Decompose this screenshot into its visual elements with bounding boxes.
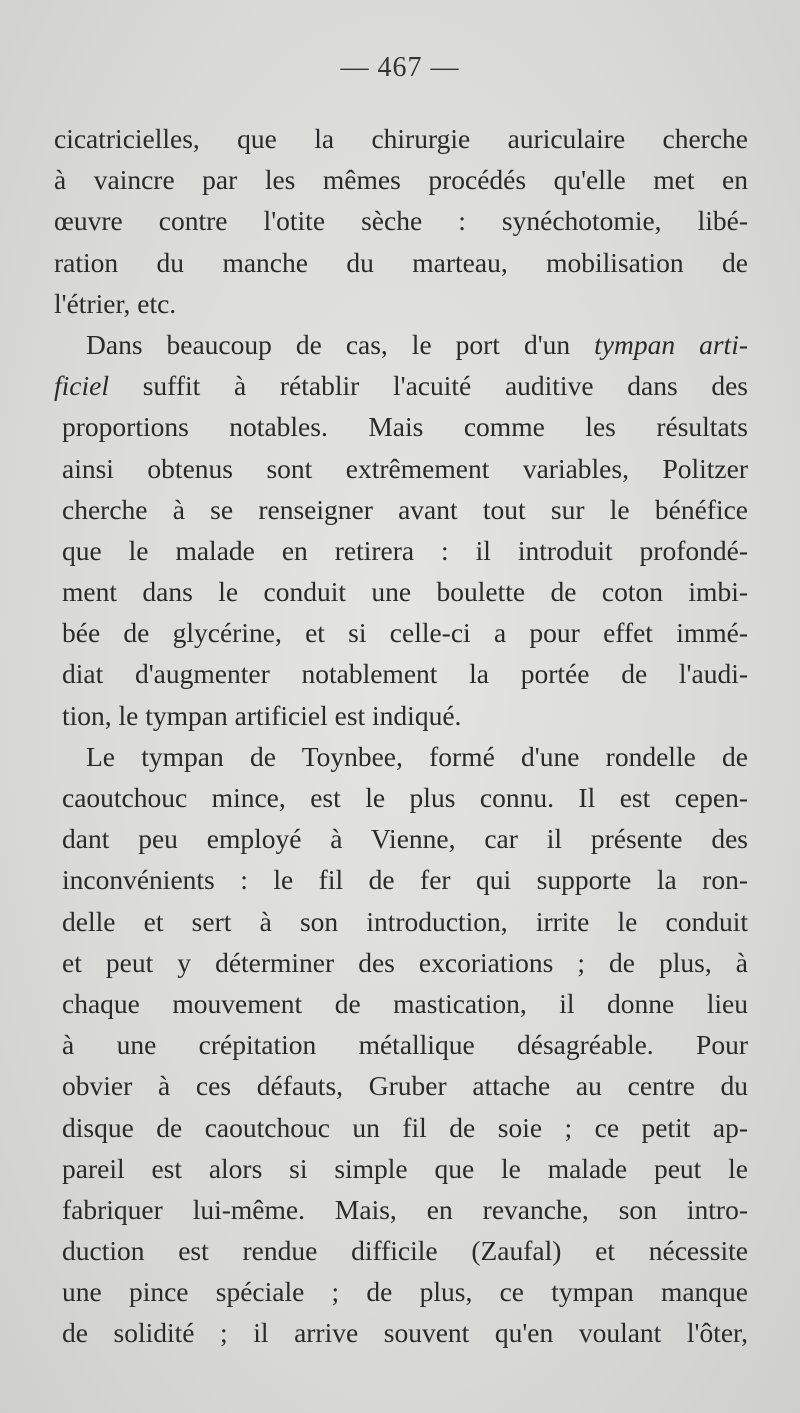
text-line: dant peu employé à Vienne, car il présente des [62,823,748,855]
text-line [54,365,748,406]
text-line: bée de glycérine, et si celle-ci a pour effet immé- [62,617,748,649]
text-line: cherche à se renseigner avant tout sur le bénéfice [62,493,748,525]
text-line: l'étrier, etc. [54,287,177,319]
text-segment: Dans beaucoup de cas, le port d'un [86,328,571,360]
text-line: Le tympan de Toynbee, formé d'une rondelle de [86,740,748,772]
text-line: à vaincre par les mêmes procédés qu'elle met en [54,164,748,196]
text-line: et peut y déterminer des excoriations ; de plus, à [62,946,748,978]
text-line: ment dans le conduit une boulette de coton imbi- [62,576,748,608]
text-line: une pince spéciale ; de plus, ce tympan manque [62,1276,748,1308]
text-line: cicatricielles, que la chirurgie auriculaire cherche [54,123,748,154]
text-segment: suffit à rétablir l'acuité auditive dans des [142,370,748,402]
text-line [54,324,748,365]
italic-term: tympan arti- [594,328,748,360]
text-line: à une crépitation métallique désagréable. Pour [62,1029,748,1061]
text-line: que le malade en retirera : il introduit profondé- [62,534,748,566]
italic-term: ficiel [54,370,109,402]
body-text [54,118,748,1354]
text-line: diat d'augmenter notablement la portée de l'audi- [62,658,748,690]
text-line: proportions notables. Mais comme les résultats [62,411,748,443]
text-line: tion, le tympan artificiel est indiqué. [62,699,462,731]
text-line: inconvénients : le fil de fer qui supporte la ron- [62,864,748,896]
text-line: duction est rendue difficile (Zaufal) et nécessite [62,1235,748,1267]
text-line: ainsi obtenus sont extrêmement variables, Politzer [62,452,748,484]
text-line: ration du manche du marteau, mobilisation de [54,246,748,278]
text-line: de solidité ; il arrive souvent qu'en voulant l'ôter, [62,1317,748,1349]
text-line: delle et sert à son introduction, irrite le conduit [62,905,748,937]
text-line: fabriquer lui-même. Mais, en revanche, son intro- [62,1193,748,1225]
text-line: pareil est alors si simple que le malade peut le [62,1152,748,1184]
text-line: chaque mouvement de mastication, il donne lieu [62,987,748,1019]
text-line: disque de caoutchouc un fil de soie ; ce petit ap- [62,1111,748,1143]
text-line: œuvre contre l'otite sèche : synéchotomie, libé- [54,205,748,237]
page-number: — 467 — [340,52,460,83]
text-line: obvier à ces défauts, Gruber attache au centre du [62,1070,748,1102]
text-line: caoutchouc mince, est le plus connu. Il est cepen- [62,782,748,813]
